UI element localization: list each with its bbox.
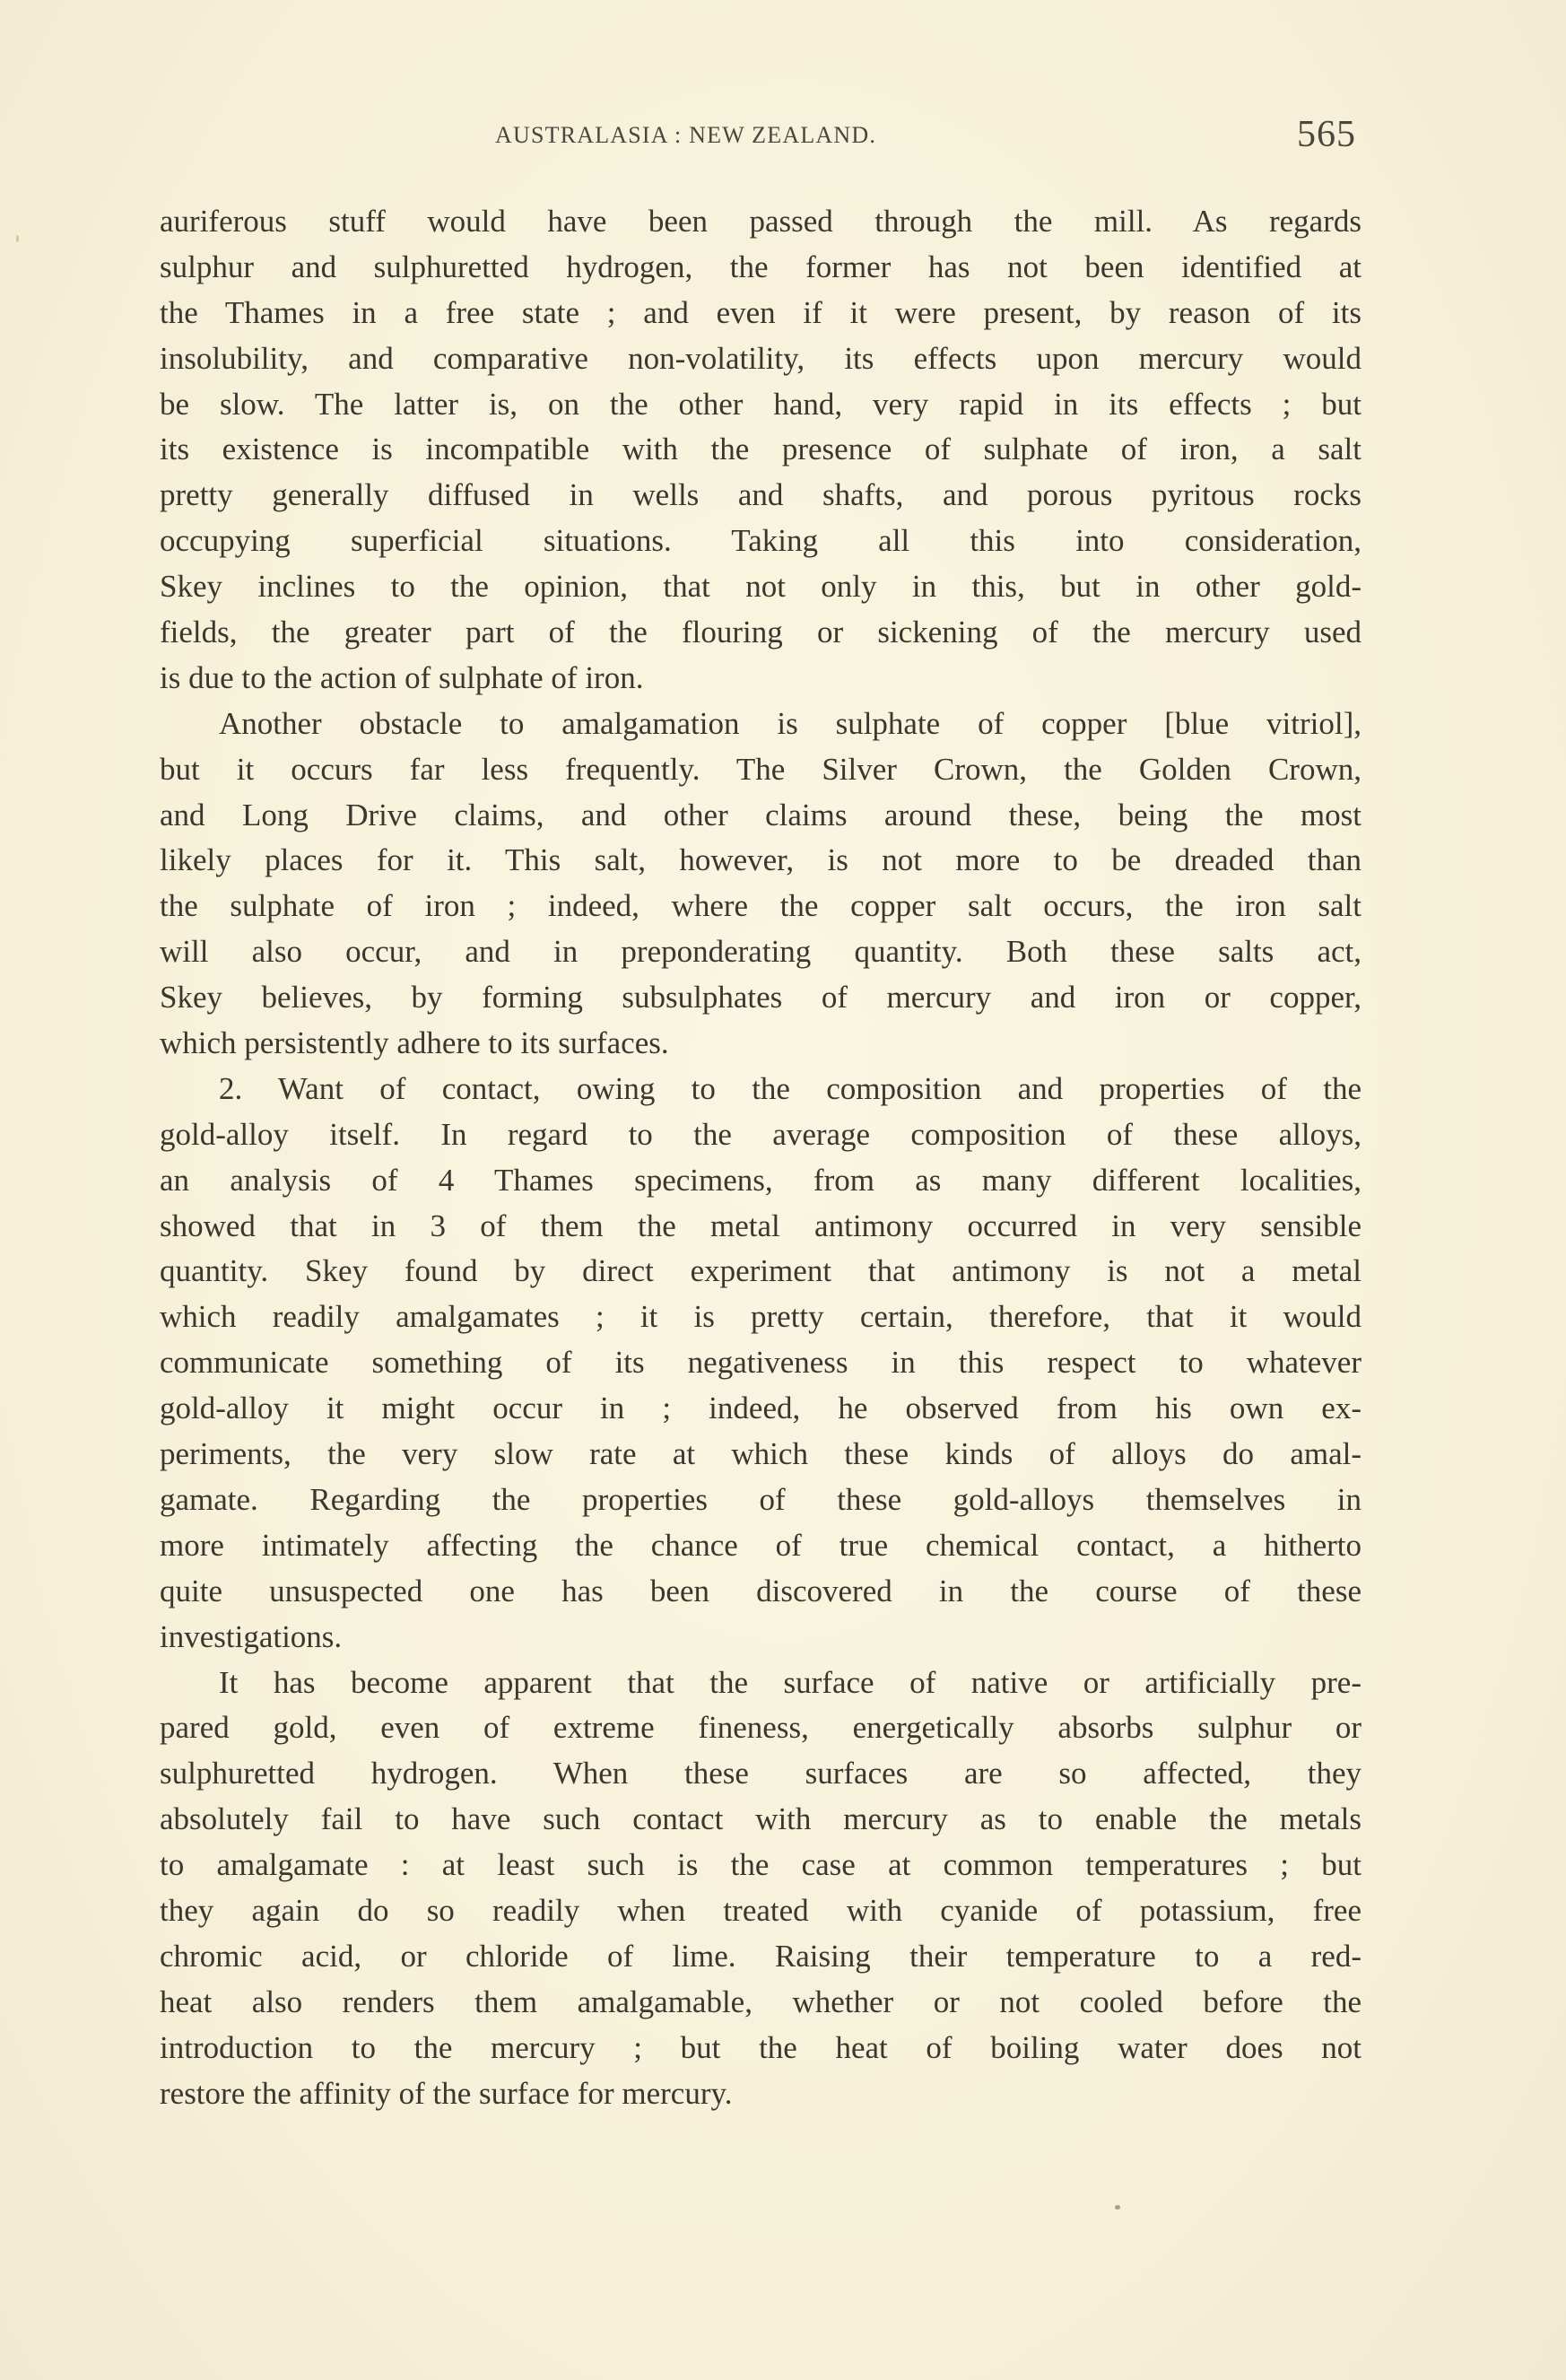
text-line: occupying superficial situations. Taking all this into consideration, — [160, 523, 1362, 559]
text-line: to amalgamate : at least such is the case at common temperatures ; but — [160, 1847, 1362, 1883]
text-line: communicate something of its negativeness in this respect to whatever — [160, 1345, 1362, 1381]
text-line: an analysis of 4 Thames specimens, from as many different localities, — [160, 1162, 1362, 1198]
paragraph — [160, 199, 1362, 702]
text-line: the sulphate of iron ; indeed, where the copper salt occurs, the iron salt — [160, 888, 1362, 924]
text-line: be slow. The latter is, on the other hand, very rapid in its effects ; but — [160, 386, 1362, 422]
text-line: more intimately affecting the chance of true chemical contact, a hitherto — [160, 1527, 1362, 1563]
text-line: fields, the greater part of the flouring or sickening of the mercury used — [160, 615, 1362, 650]
text-line: introduction to the mercury ; but the heat of boiling water does not — [160, 2029, 1362, 2065]
paragraph — [160, 702, 1362, 1067]
text-line: periments, the very slow rate at which these kinds of alloys do amal- — [160, 1436, 1362, 1472]
text-line: Skey believes, by forming subsulphates of mercury and iron or copper, — [160, 980, 1362, 1016]
paragraph — [160, 1067, 1362, 1661]
text-line: pared gold, even of extreme fineness, energetically absorbs sulphur or — [160, 1710, 1362, 1746]
text-line: likely places for it. This salt, however, is not more to be dreaded than — [160, 842, 1362, 878]
text-line: which persistently adhere to its surfaces. — [160, 1025, 669, 1061]
text-line: they again do so readily when treated with cyanide of potassium, free — [160, 1892, 1362, 1928]
paragraph — [160, 1661, 1362, 2117]
text-line: gold-alloy it might occur in ; indeed, he observed from his own ex- — [160, 1391, 1362, 1426]
text-line: sulphuretted hydrogen. When these surfaces are so affected, they — [160, 1756, 1362, 1792]
text-line: the Thames in a free state ; and even if it were present, by reason of its — [160, 294, 1362, 330]
text-line: and Long Drive claims, and other claims around these, being the most — [160, 797, 1362, 833]
text-line: is due to the action of sulphate of iron. — [160, 659, 644, 695]
text-line: will also occur, and in preponderating quantity. Both these salts act, — [160, 934, 1362, 970]
text-line: chromic acid, or chloride of lime. Raising their temperature to a red- — [160, 1938, 1362, 1974]
page-number: 565 — [1297, 114, 1356, 155]
text-line: sulphur and sulphuretted hydrogen, the former has not been identified at — [160, 248, 1362, 284]
text-line: Skey inclines to the opinion, that not only in this, but in other gold- — [160, 569, 1362, 605]
text-line: quantity. Skey found by direct experiment that antimony is not a metal — [160, 1253, 1362, 1289]
paper-speck — [16, 235, 19, 242]
text-line: which readily amalgamates ; it is pretty certain, therefore, that it would — [160, 1299, 1362, 1335]
text-line: heat also renders them amalgamable, whether or not cooled before the — [160, 1983, 1362, 2019]
body-text — [160, 199, 1362, 2116]
text-line: auriferous stuff would have been passed through the mill. As regards — [160, 204, 1362, 239]
text-line: quite unsuspected one has been discovered in the course of these — [160, 1573, 1362, 1608]
text-line: investigations. — [160, 1618, 343, 1654]
text-line: gold-alloy itself. In regard to the average composition of these alloys, — [160, 1116, 1362, 1152]
text-line: insolubility, and comparative non-volatility, its effects upon mercury would — [160, 340, 1362, 376]
text-line: showed that in 3 of them the metal antimony occurred in very sensible — [160, 1207, 1362, 1243]
text-line: Another obstacle to amalgamation is sulphate of copper [blue vitriol], — [219, 705, 1362, 741]
text-line: gamate. Regarding the properties of these gold-alloys themselves in — [160, 1481, 1362, 1517]
text-line: pretty generally diffused in wells and shafts, and porous pyritous rocks — [160, 477, 1362, 513]
text-line: 2. Want of contact, owing to the composition and properties of the — [219, 1070, 1362, 1106]
text-line: It has become apparent that the surface of native or artificially pre- — [219, 1664, 1362, 1700]
text-line: restore the affinity of the surface for mercury. — [160, 2075, 733, 2111]
text-line: its existence is incompatible with the presence of sulphate of iron, a salt — [160, 432, 1362, 467]
text-line: but it occurs far less frequently. The Silver Crown, the Golden Crown, — [160, 751, 1362, 787]
running-head-title: AUSTRALASIA : NEW ZEALAND. — [495, 122, 877, 148]
text-line: absolutely fail to have such contact with mercury as to enable the metals — [160, 1801, 1362, 1837]
paper-speck — [1115, 2205, 1120, 2210]
